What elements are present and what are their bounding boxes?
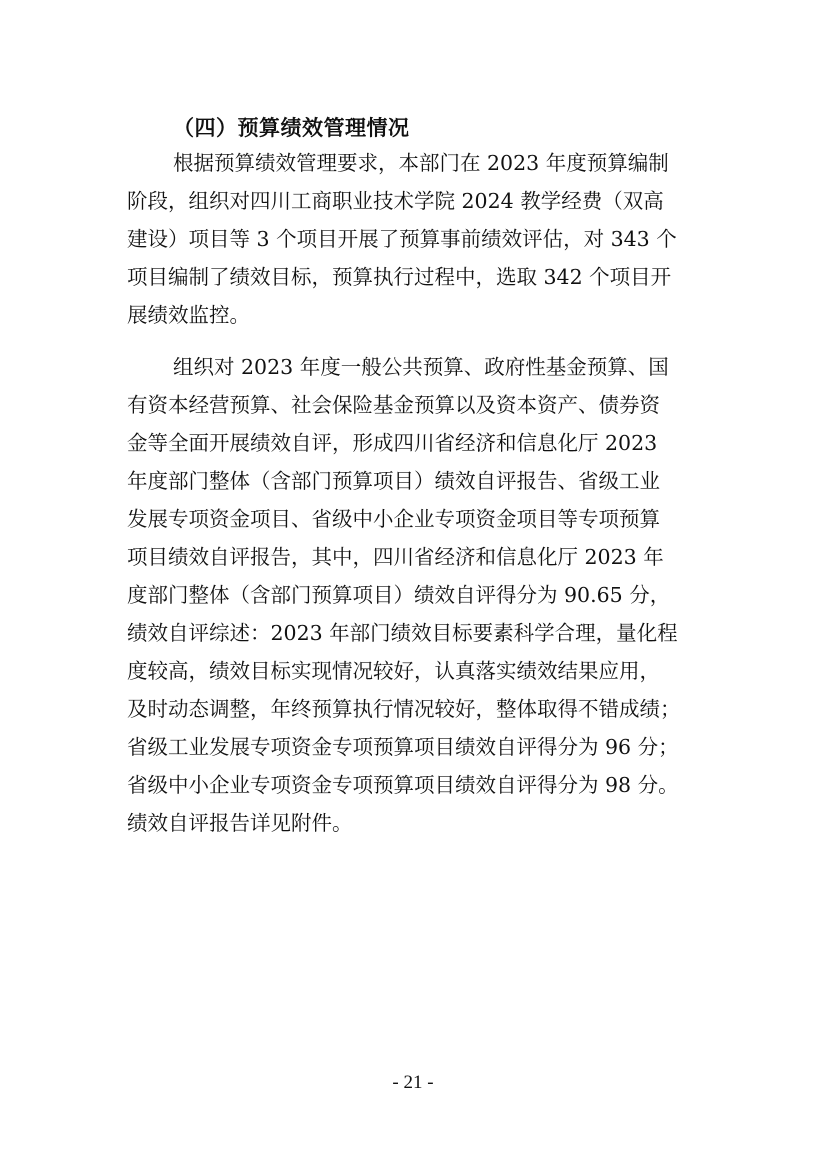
page-number: - 21 - [392,1072,434,1093]
paragraph-1-line-2: 阶段，组织对四川工商职业技术学院 2024 教学经费（双高 [127,189,664,213]
paragraph-2-line-13: 绩效自评报告详见附件。 [127,811,353,835]
paragraph-2-line-11: 省级工业发展专项资金专项预算项目绩效自评得分为 96 分； [127,735,679,759]
paragraph-1-line-1: 根据预算绩效管理要求，本部门在 2023 年度预算编制 [173,151,669,175]
paragraph-2-line-2: 有资本经营预算、社会保险基金预算以及资本资产、债券资 [127,393,660,417]
paragraph-1-line-3: 建设）项目等 3 个项目开展了预算事前绩效评估，对 343 个 [127,227,677,251]
paragraph-1-line-4: 项目编制了绩效目标，预算执行过程中，选取 342 个项目开 [127,265,672,289]
section-heading: （四）预算绩效管理情况 [173,115,410,140]
paragraph-2-line-8: 绩效自评综述：2023 年部门绩效目标要素科学合理，量化程 [127,621,678,645]
paragraph-2-line-5: 发展专项资金项目、省级中小企业专项资金项目等专项预算 [127,507,660,531]
paragraph-2-line-1: 组织对 2023 年度一般公共预算、政府性基金预算、国 [173,355,669,379]
paragraph-2-line-12: 省级中小企业专项资金专项预算项目绩效自评得分为 98 分。 [127,773,679,797]
paragraph-2-line-4: 年度部门整体（含部门预算项目）绩效自评报告、省级工业 [127,469,660,493]
paragraph-1-line-5: 展绩效监控。 [127,303,250,327]
paragraph-2-line-6: 项目绩效自评报告，其中，四川省经济和信息化厅 2023 年 [127,545,664,569]
paragraph-2-line-7: 度部门整体（含部门预算项目）绩效自评得分为 90.65 分， [127,583,671,607]
paragraph-2-line-9: 度较高，绩效目标实现情况较好，认真落实绩效结果应用， [127,659,660,683]
paragraph-2-line-10: 及时动态调整，年终预算执行情况较好，整体取得不错成绩； [127,697,681,721]
paragraph-2-line-3: 金等全面开展绩效自评，形成四川省经济和信息化厅 2023 [127,431,658,455]
